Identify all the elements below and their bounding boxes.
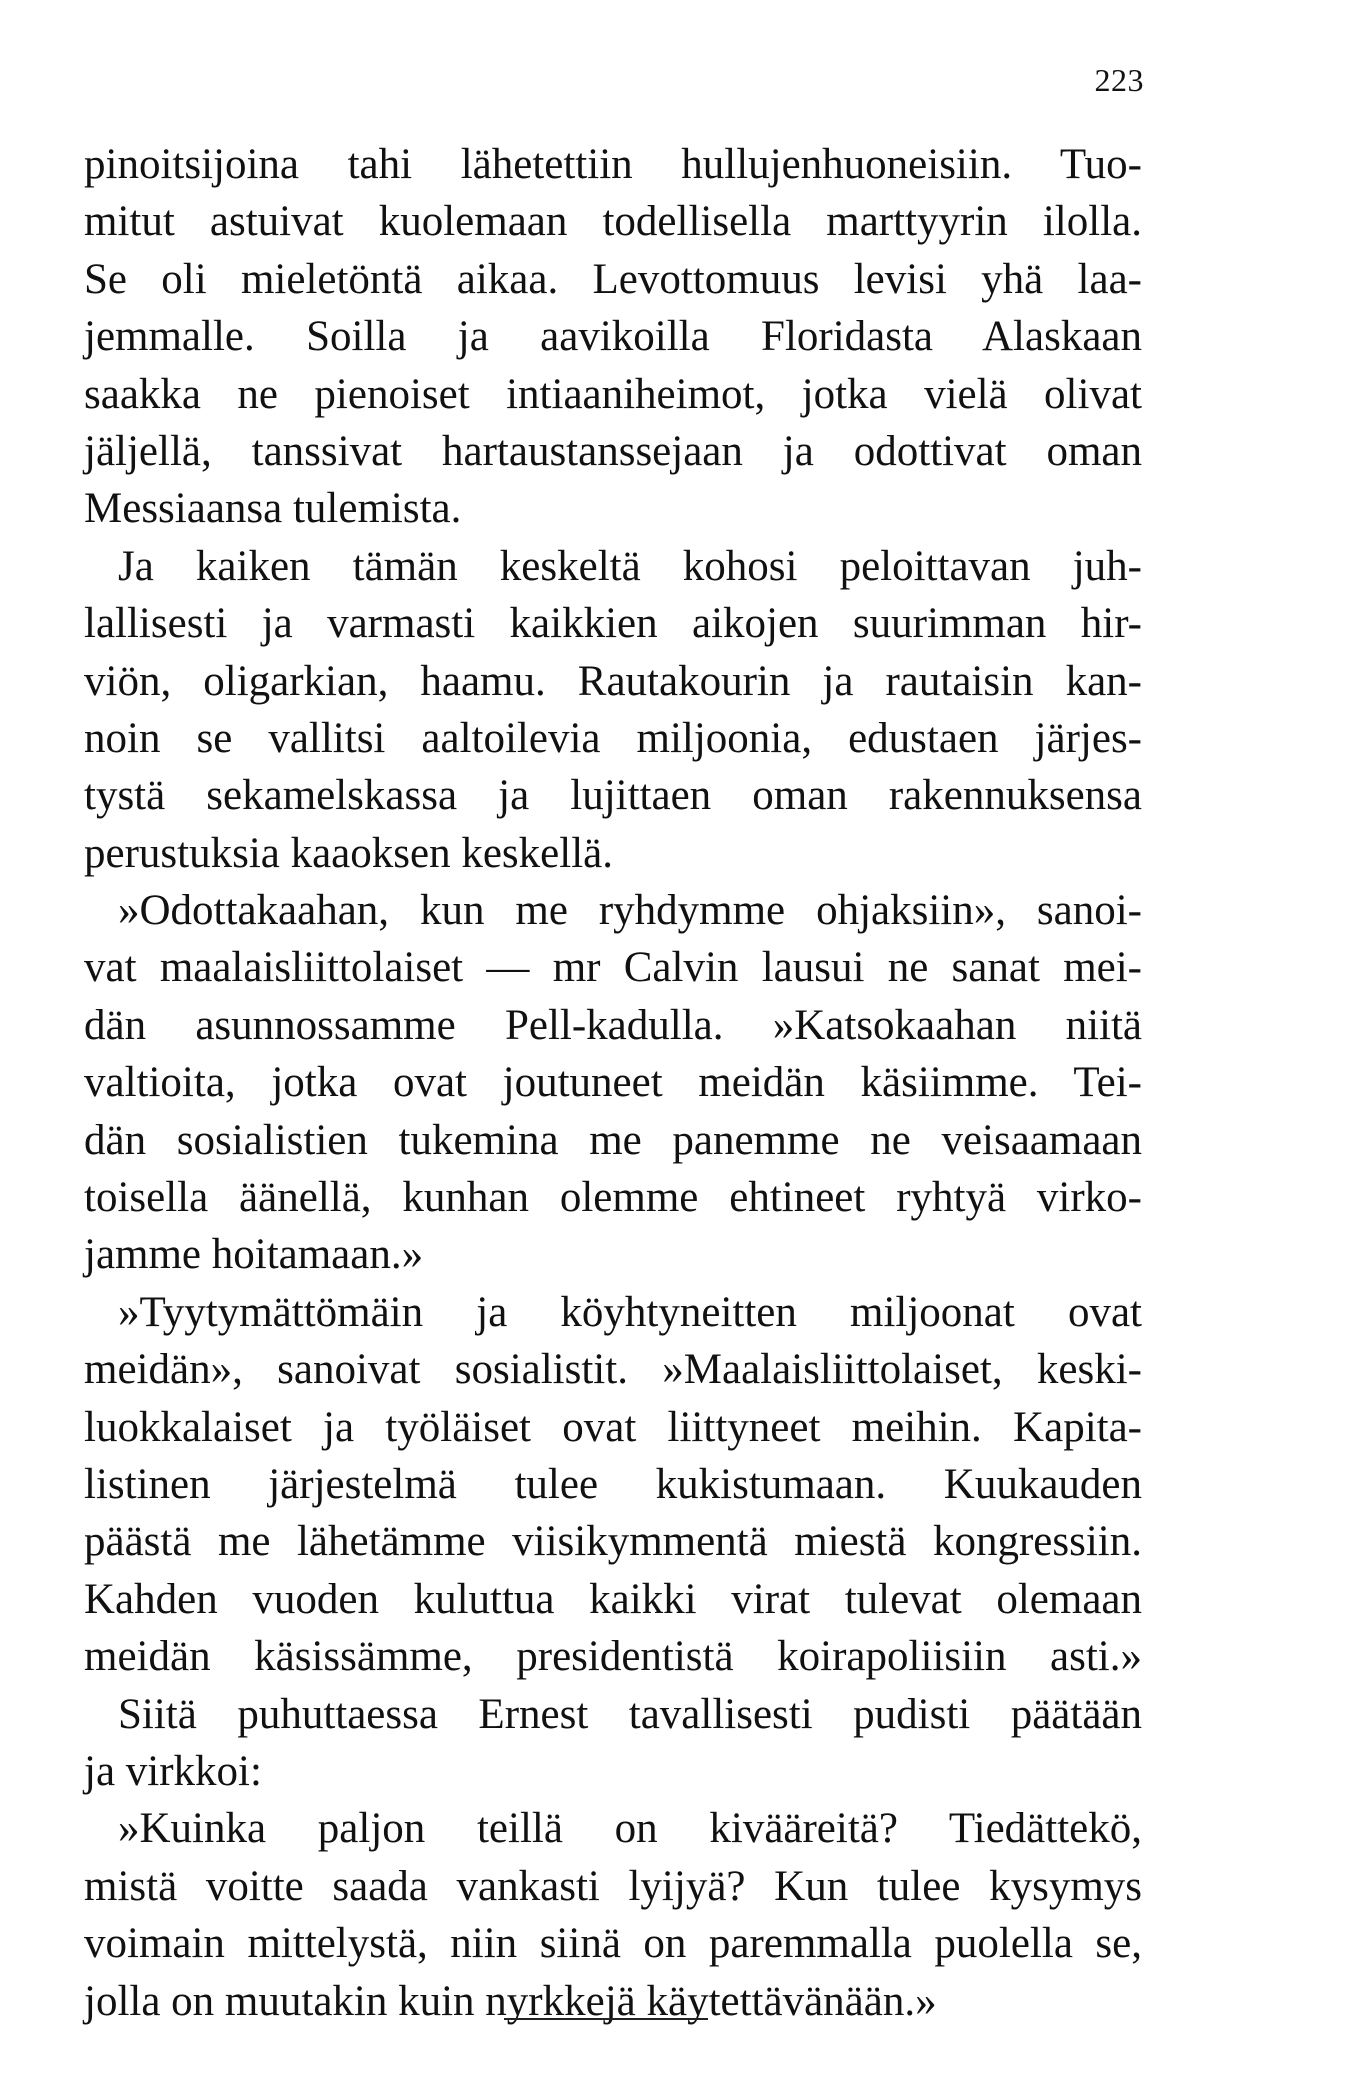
text-line: meidän», sanoivat sosialistit. »Maalaisliittolaiset, keski- — [84, 1346, 1142, 1394]
text-line: meidän käsissämme, presidentistä koirapoliisiin asti.» — [84, 1633, 1142, 1681]
text-line: jolla on muutakin kuin nyrkkejä käytettävänään.» — [84, 1977, 937, 2025]
text-line: jemmalle. Soilla ja aavikoilla Floridasta Alaskaan — [84, 313, 1142, 361]
text-line: ja virkkoi: — [84, 1747, 262, 1795]
text-line: pinoitsijoina tahi lähetettiin hullujenhuoneisiin. Tuo- — [84, 141, 1142, 188]
text-line: lallisesti ja varmasti kaikkien aikojen suurimman hir- — [84, 600, 1142, 648]
text-line: Siitä puhuttaessa Ernest tavallisesti pudisti päätään — [118, 1690, 1142, 1738]
text-line: Kahden vuoden kuluttua kaikki virat tulevat olemaan — [84, 1575, 1142, 1623]
text-line: Ja kaiken tämän keskeltä kohosi peloittavan juh- — [118, 542, 1142, 590]
closing-rule — [504, 2018, 708, 2020]
text-line: listinen järjestelmä tulee kukistumaan. Kuukauden — [84, 1460, 1142, 1508]
text-line: tystä sekamelskassa ja lujittaen oman rakennuksensa — [84, 772, 1142, 820]
text-line: Messiaansa tulemista. — [84, 485, 462, 533]
text-line: viön, oligarkian, haamu. Rautakourin ja rautaisin kan- — [84, 657, 1142, 705]
text-line: luokkalaiset ja työläiset ovat liittyneet meihin. Kapita- — [84, 1403, 1142, 1451]
text-line: »Kuinka paljon teillä on kivääreitä? Tiedättekö, — [118, 1805, 1142, 1853]
text-line: valtioita, jotka ovat joutuneet meidän käsiimme. Tei- — [84, 1059, 1142, 1107]
text-line: mistä voitte saada vankasti lyijyä? Kun tulee kysymys — [84, 1862, 1142, 1910]
text-line: perustuksia kaaoksen keskellä. — [84, 829, 613, 877]
text-line: voimain mittelystä, niin siinä on paremmalla puolella se, — [84, 1920, 1142, 1968]
text-line: »Tyytymättömäin ja köyhtyneitten miljoonat ovat — [118, 1288, 1142, 1336]
text-line: saakka ne pienoiset intiaaniheimot, jotka vielä olivat — [84, 370, 1142, 418]
text-line: vat maalaisliittolaiset — mr Calvin lausui ne sanat mei- — [84, 944, 1142, 992]
text-line: dän sosialistien tukemina me panemme ne veisaamaan — [84, 1116, 1142, 1164]
text-line: dän asunnossamme Pell-kadulla. »Katsokaahan niitä — [84, 1001, 1142, 1049]
text-line: jamme hoitamaan.» — [84, 1231, 424, 1279]
page-number: 223 — [1094, 62, 1144, 98]
text-line: päästä me lähetämme viisikymmentä miestä kongressiin. — [84, 1518, 1142, 1566]
text-line: Se oli mieletöntä aikaa. Levottomuus levisi yhä laa- — [84, 255, 1142, 303]
text-line: »Odottakaahan, kun me ryhdymme ohjaksiin», sanoi- — [118, 887, 1142, 935]
text-line: mitut astuivat kuolemaan todellisella marttyyrin ilolla. — [84, 198, 1142, 246]
body-text — [84, 136, 1142, 2030]
text-line: jäljellä, tanssivat hartaustanssejaan ja odottivat oman — [84, 427, 1142, 475]
text-line: noin se vallitsi aaltoilevia miljoonia, edustaen järjes- — [84, 714, 1142, 762]
text-line: toisella äänellä, kunhan olemme ehtineet ryhtyä virko- — [84, 1174, 1142, 1222]
